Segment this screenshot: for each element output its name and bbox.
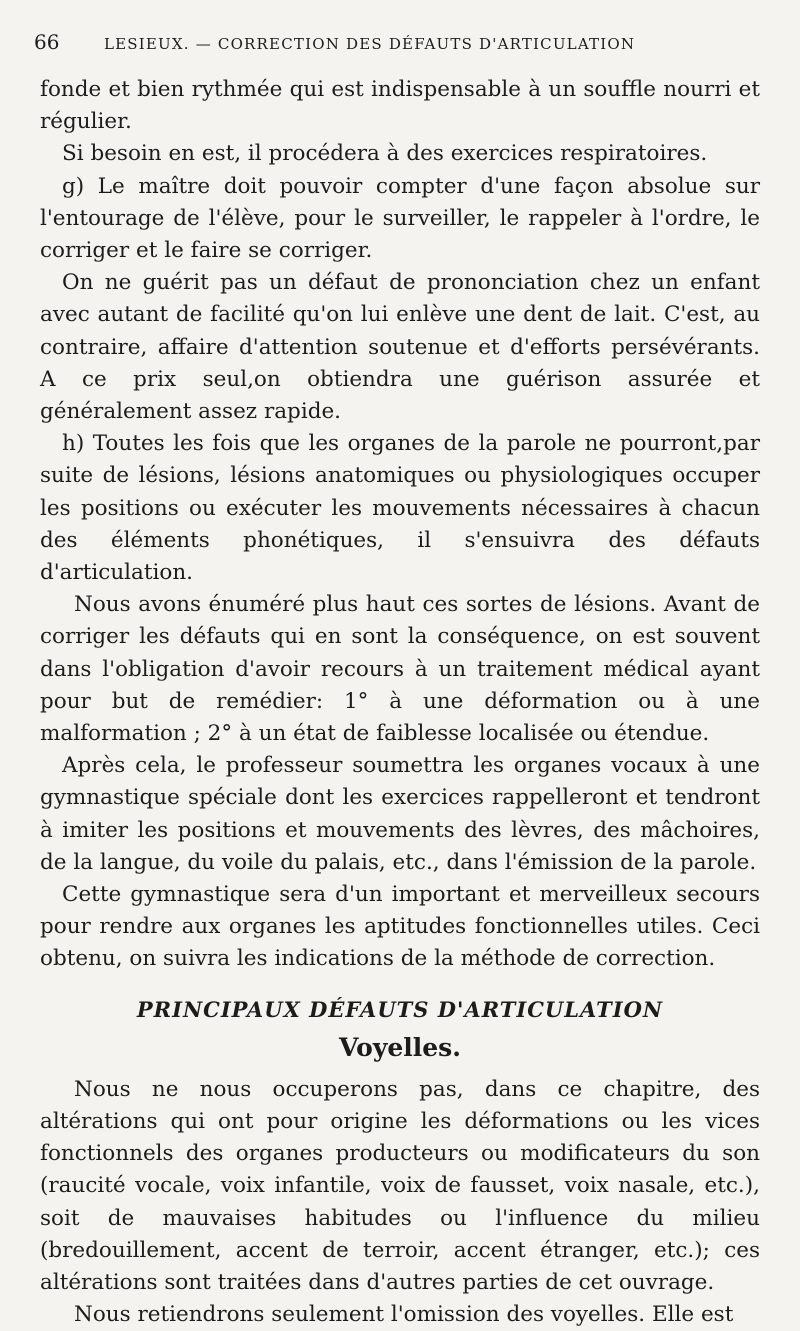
paragraph-item-g: g) Le maître doit pouvoir compter d'une façon absolue sur l'entourage de l'élève, pour le surveiller, le rappeler à l'ordre, le corriger et le faire se corriger. xyxy=(40,173,760,264)
page-header xyxy=(34,28,774,58)
subsection-title: Voyelles. xyxy=(339,1032,461,1062)
paragraph: Nous avons énuméré plus haut ces sortes de lésions. Avant de corriger les défauts qui en sont la conséquence, on est souvent dans l'obligation d'avoir recours à un traitement médical ayant pour but de remédier: 1° à une déformation ou à une malformation ; 2° à un état de faiblesse localisée ou étendue. xyxy=(40,592,760,747)
paragraph-continuation: fonde et bien rythmée qui est indispensable à un souffle nourri et régulier. xyxy=(40,77,760,135)
section-title: PRINCIPAUX DÉFAUTS D'ARTICULATION xyxy=(136,996,664,1022)
paragraph: Si besoin en est, il procédera à des exercices respiratoires. xyxy=(62,141,708,167)
paragraph: Nous ne nous occuperons pas, dans ce chapitre, des altérations qui ont pour origine les déformations ou les vices fonctionnels des organes producteurs ou modificateurs du son (raucité vocale, voix infantile, voix de fausset, voix nasale, etc.), soit de mauvaises habitudes ou l'influence du milieu (bredouillement, accent de terroir, accent étranger, etc.); ces altérations sont traitées dans d'autres parties de cet ouvrage. xyxy=(40,1076,760,1295)
running-title: LESIEUX. — CORRECTION DES DÉFAUTS D'ARTICULATION xyxy=(104,35,636,53)
page-number: 66 xyxy=(34,30,60,54)
body-text xyxy=(40,74,760,1331)
paragraph: Cette gymnastique sera d'un important et merveilleux secours pour rendre aux organes les aptitudes fonctionnelles utiles. Ceci obtenu, on suivra les indications de la méthode de correction. xyxy=(40,882,760,972)
paragraph: Après cela, le professeur soumettra les organes vocaux à une gymnastique spéciale dont les exercices rappelleront et tendront à imiter les positions et mouvements des lèvres, des mâchoires, de la langue, du voile du palais, etc., dans l'émission de la parole. xyxy=(40,753,760,875)
paragraph-item-h: h) Toutes les fois que les organes de la parole ne pourront,par suite de lésions, lésions anatomiques ou physiologiques occuper les positions ou exécuter les mouvements nécessaires à chacun des éléments phonétiques, il s'ensuivra des défauts d'articulation. xyxy=(40,431,760,586)
paragraph-last: Nous retiendrons seulement l'omission des voyelles. Elle est xyxy=(74,1302,734,1328)
paragraph: On ne guérit pas un défaut de prononciation chez un enfant avec autant de facilité qu'on lui enlève une dent de lait. C'est, au contraire, affaire d'attention soutenue et d'efforts persévérants. A ce prix seul,on obtiendra une guérison assurée et généralement assez rapide. xyxy=(40,270,760,425)
